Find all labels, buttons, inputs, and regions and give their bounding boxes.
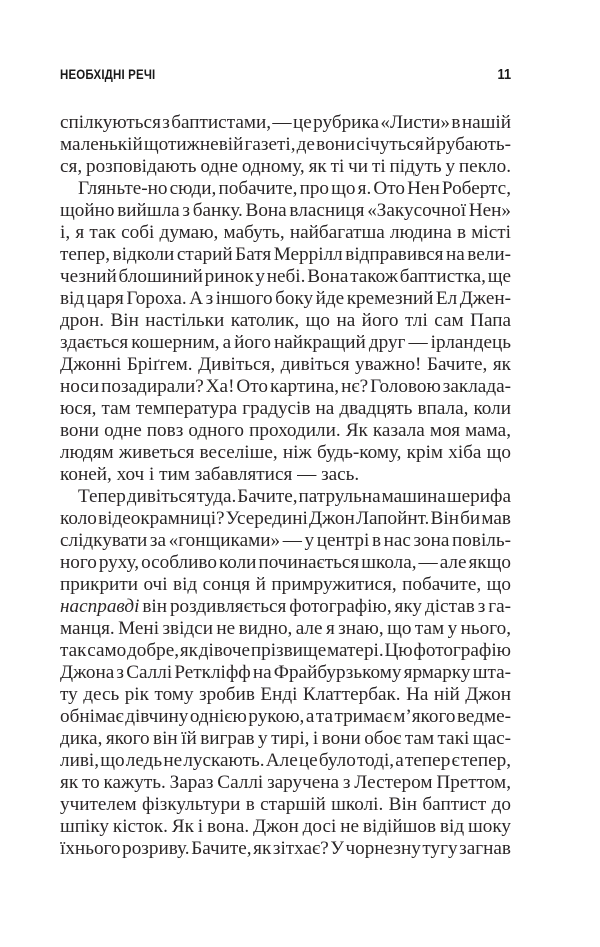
text-line: манця. Мені звідси не видно, але я знаю, що там у нього, [60, 618, 511, 639]
line-text: він роздивляється фотографію, яку дістав з га- [139, 596, 511, 617]
body-text [60, 112, 511, 860]
text-line: носи позадирали? Ха! Ото картина, нє? Головою заклада- [60, 376, 511, 397]
text-line: Тепер дивіться туда. Бачите, патрульна машина шерифа [78, 486, 511, 507]
text-line: вони одне повз одного проходили. Як казала моя мама, [60, 420, 511, 441]
text-line: тепер, відколи старий Батя Меррілл відправився на вели- [60, 244, 511, 265]
text-line: і, я так собі думаю, мабуть, найбагатша людина в місті [60, 222, 511, 243]
text-line: маленькій щотижневій газеті, де вони січуться й рубають- [60, 134, 511, 155]
text-line: слідкувати за «гонщиками» — у центрі в нас зона повіль- [60, 530, 511, 551]
text-line: щойно вийшла з банку. Вона власниця «Закусочної Нен» [60, 200, 511, 221]
text-line: ся, розповідають одне одному, як ті чи ті підуть у пекло. [60, 156, 511, 177]
text-line: чезний блошиний ринок у небі. Вона також баптистка, ще [60, 266, 511, 287]
text-line: здається кошерним, а його найкращий друг — ірландець [60, 332, 511, 353]
text-line: їхнього розриву. Бачите, як зітхає? У чорнезну тугу загнав [60, 838, 511, 859]
text-line: дика, якого він їй виграв у тирі, і вони обоє там такі щас- [60, 728, 511, 749]
text-line: Джона з Саллі Реткліфф на Фрайбурзькому ярмарку шта- [60, 662, 511, 683]
running-title: НЕОБХІДНІ РЕЧІ [60, 66, 156, 82]
emphasis-text: насправді [60, 596, 140, 617]
text-line: дрон. Він настільки католик, що на його тлі сам Папа [60, 310, 511, 331]
text-line: шпіку кісток. Як і вона. Джон досі не відійшов від шоку [60, 816, 511, 837]
text-line: коней, хоч і тим забавлятися — зась. [60, 464, 360, 485]
text-line: прикрити очі від сонця й примружитися, побачите, що [60, 574, 511, 595]
text-line: учителем фізкультури в старшій школі. Він баптист до [60, 794, 511, 815]
text-line: як то кажуть. Зараз Саллі заручена з Лестером Преттом, [60, 772, 511, 793]
page-number: 11 [497, 65, 511, 83]
text-line: ного руху, особливо коли починається школа, — але якщо [60, 552, 511, 573]
text-line: Гляньте-но сюди, побачите, про що я. Ото Нен Робертс, [78, 178, 511, 199]
text-line: від царя Гороха. А з іншого боку йде кремезний Ел Джен- [60, 288, 511, 309]
text-line [60, 596, 511, 618]
text-line: ту десь рік тому зробив Енді Клаттербак. На ній Джон [60, 684, 511, 705]
text-line: ливі, що ледь не лускають. Але це було тоді, а тепер є тепер, [60, 750, 511, 771]
text-line: спілкуються з баптистами, — це рубрика «Листи» в нашій [60, 112, 511, 133]
running-head [60, 64, 511, 84]
text-line: людям живеться веселіше, ніж будь-кому, крім хіба що [60, 442, 511, 463]
text-line: обнімає дівчину однією рукою, а та тримає м’якого ведме- [60, 706, 511, 727]
text-line: коло відеокрамниці? Усередині Джон Лапойнт. Він би мав [60, 508, 511, 529]
text-line: Джонні Бріґгем. Дивіться, дивіться уважно! Бачите, як [60, 354, 511, 375]
text-line: юся, там температура градусів на двадцять впала, коли [60, 398, 511, 419]
text-line: так само добре, як дівоче прізвище матері. Цю фотографію [60, 640, 511, 661]
